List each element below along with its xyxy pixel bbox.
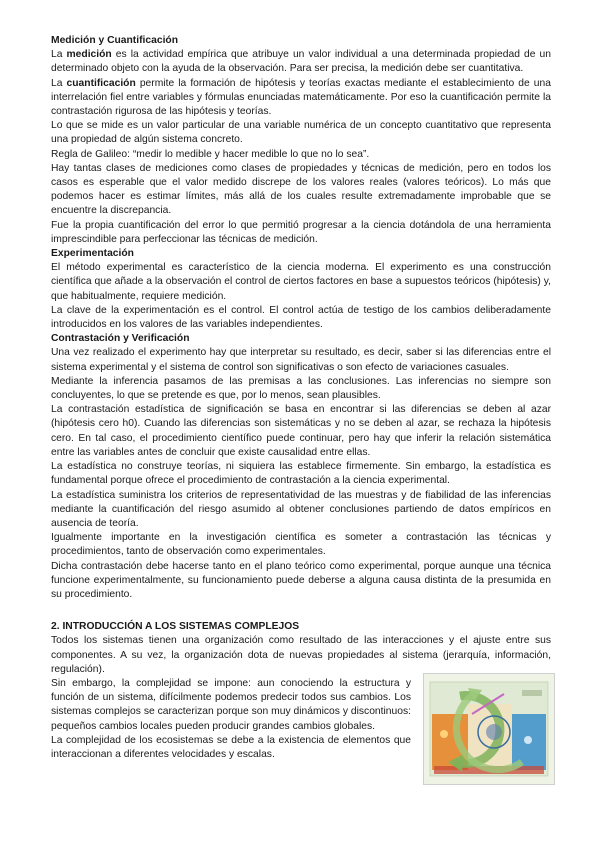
paragraph: Mediante la inferencia pasamos de las premisas a las conclusiones. Las inferencias no siempre son concluyentes, lo que se pretende es que, por lo menos, sean plausibles. bbox=[51, 375, 551, 402]
section-title-experimentacion: Experimentación bbox=[51, 248, 134, 260]
term-cuantificacion: cuantificación bbox=[66, 77, 136, 89]
term-medicion: medición bbox=[66, 49, 112, 61]
section-title-medicion: Medición y Cuantificación bbox=[51, 35, 179, 46]
paragraph: La estadística no construye teorías, ni siquiera las establece firmemente. Sin embargo, la estadística es fundamental porque ofrece el procedimiento de contrastación a la ciencia experimental. bbox=[51, 461, 551, 487]
paragraph: La complejidad de los ecosistemas se debe a la existencia de elementos que interaccionan a diferentes velocidades y escalas. bbox=[51, 734, 411, 760]
ecosystem-cycle-illustration bbox=[424, 674, 554, 784]
paragraph: La medición es la actividad empírica que atribuye un valor individual a una determinada propiedad de un determinado objeto con la ayuda de la observación. Para ser precisa, la medición debe ser cuantitativa. bbox=[51, 49, 551, 75]
paragraph: La clave de la experimentación es el control. El control actúa de testigo de los cambios deliberadamente introducidos en los valores de las variables independientes. bbox=[51, 304, 551, 331]
ecosystem-cycle-figure bbox=[423, 673, 555, 785]
paragraph: La estadística suministra los criterios de representatividad de las muestras y de fiabilidad de las inferencias mediante la cuantificación del riesgo asumido al obtener conclusiones partiendo de datos empíricos en ausencia de teoría. bbox=[51, 489, 551, 529]
paragraph: Regla de Galileo: “medir lo medible y hacer medible lo que no lo sea”. bbox=[51, 148, 370, 160]
paragraph: Igualmente importante en la investigación científica es someter a contrastación las técnicas y procedimientos, tanto de observación como experimentales. bbox=[51, 532, 551, 558]
paragraph: La contrastación estadística de significación se basa en encontrar si las diferencias se deben al azar (hipótesis cero h0). Cuando las diferencias son sistemáticas y no se deben al azar, se rechaza la hipótesis cero. En tal caso, el procedimiento científico puede continuar, pero hay que inferir la relación sistemática entre las variables antes de concluir que existe causalidad entre ellas. bbox=[51, 404, 551, 458]
paragraph: Dicha contrastación debe hacerse tanto en el plano teórico como experimental, porque aunque una técnica funcione experimentalmente, su funcionamiento puede deberse a alguna causa distinta de la presumida en su procedimiento. bbox=[51, 560, 551, 600]
paragraph: El método experimental es característico de la ciencia moderna. El experimento es una construcción científica que añade a la observación el control de ciertos factores en base a supuestos teóricos (hipótesis) y, que habitualmente, requiere medición. bbox=[51, 262, 551, 302]
paragraph: Todos los sistemas tienen una organización como resultado de las interacciones y el ajuste entre sus componentes. A su vez, la organización dota de nuevas propiedades al sistema (jerarquía, información, regulación). bbox=[51, 635, 551, 675]
section-title-contrastacion: Contrastación y Verificación bbox=[51, 333, 190, 345]
section-title-sistemas-complejos: 2. INTRODUCCIÓN A LOS SISTEMAS COMPLEJOS bbox=[51, 621, 300, 633]
paragraph: Una vez realizado el experimento hay que interpretar su resultado, es decir, saber si las diferencias entre el sistema experimental y el sistema de control son significativas o son efecto de variaciones casuales. bbox=[51, 347, 551, 373]
paragraph: La cuantificación permite la formación de hipótesis y teorías exactas mediante el establecimiento de una interrelación fiel entre variables y fórmulas enunciadas matemáticamente. Por eso la cuantificación permite la contrastación rigurosa de las hipótesis y teorías. bbox=[51, 77, 551, 118]
text-with-figure bbox=[51, 677, 551, 762]
paragraph: Sin embargo, la complejidad se impone: aun conociendo la estructura y función de un sistema, difícilmente podemos predecir todos sus cambios. Los sistemas complejos se caracterizan porque son muy dinámicos y discontinuos: pequeños cambios locales pueden producir grandes cambios globales. bbox=[51, 677, 411, 732]
paragraph: Fue la propia cuantificación del error lo que permitió progresar a la ciencia dotándola de una herramienta imprescindible para perfeccionar las técnicas de medición. bbox=[51, 219, 551, 245]
paragraph: Hay tantas clases de mediciones como clases de propiedades y técnicas de medición, pero en todos los casos es esperable que el valor medido discrepe de los valores reales (valores teóricos). Lo más que podemos hacer es estimar límites, más allá de los cuales resulte extremadamente improbable que se encuentre la discrepancia. bbox=[51, 162, 551, 217]
paragraph: Lo que se mide es un valor particular de una variable numérica de un concepto cuantitativo que representa una propiedad de algún sistema concreto. bbox=[51, 120, 551, 146]
document-page bbox=[51, 34, 551, 762]
